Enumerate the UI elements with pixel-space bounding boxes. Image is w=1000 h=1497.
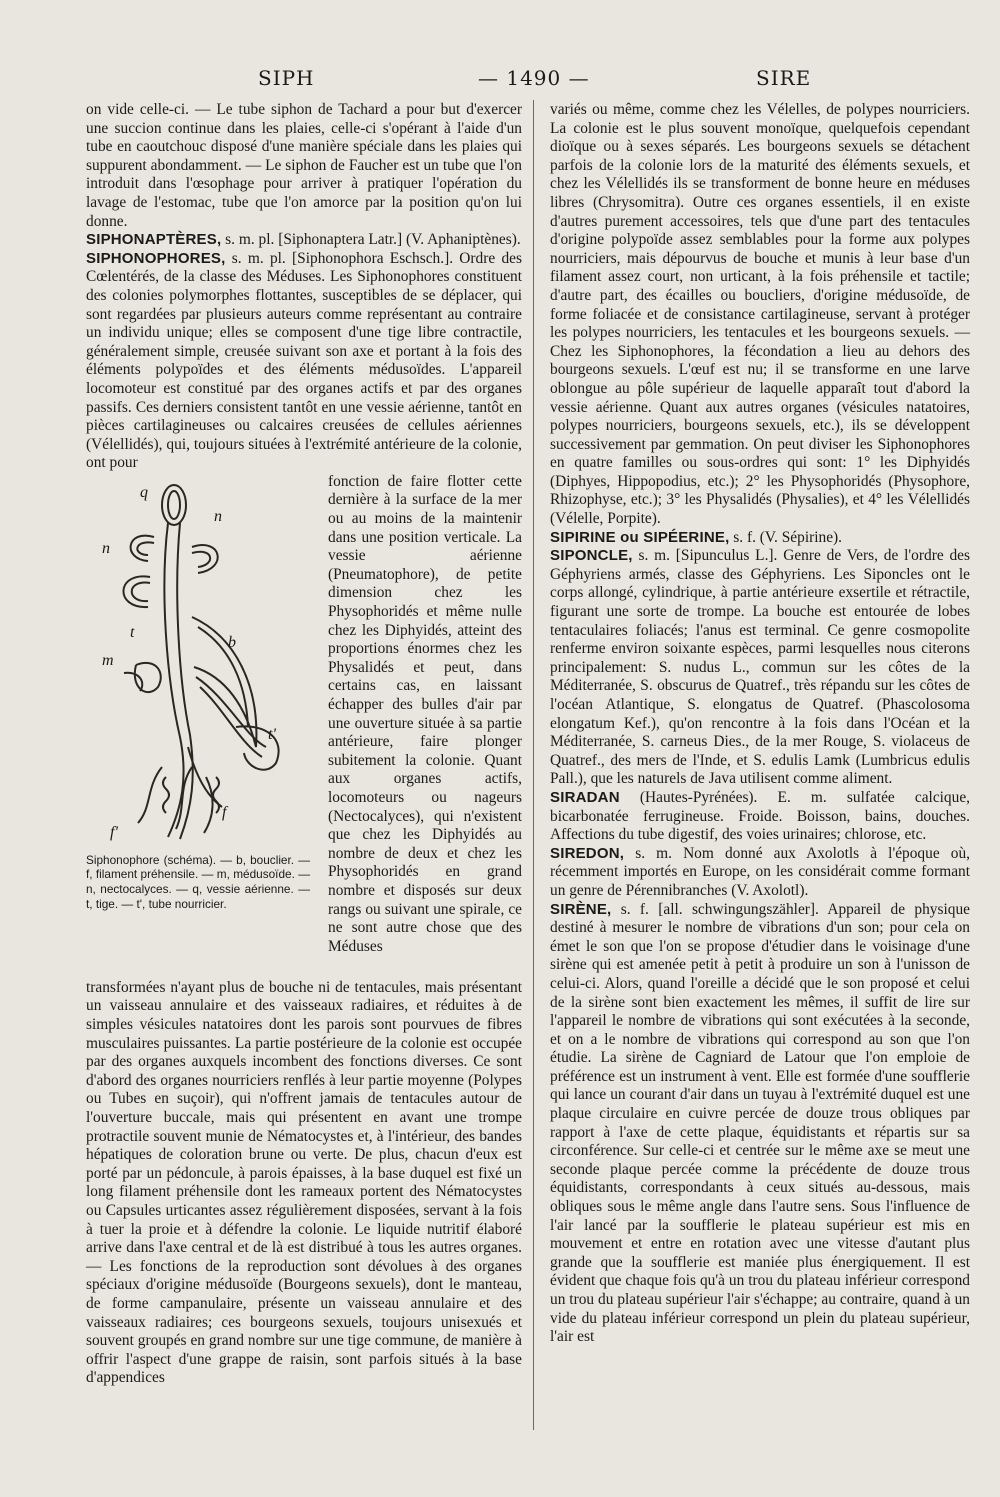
entry-sirene — [550, 901, 970, 1347]
entry-sipirine — [550, 529, 970, 548]
entry-text: s. m. pl. [Siphonaptera Latr.] (V. Aphaniptènes). — [221, 231, 521, 249]
entry-text: s. m. pl. [Siphonophora Eschsch.]. Ordre des Cœlentérés, de la classe des Méduses. Les Siphonophores constituent des colonies polymorphes flottantes, susceptibles de se déplacer, qui sont regardées par plusieurs auteurs comme représentant au contraire un individu unique; elles se composent d'une tige libre contractile, généralement simple, creusée suivant son axe et portant à la fois des éléments polypoïdes et des éléments médusoïdes. L'appareil locomoteur est constitué par des organes actifs et par des organes passifs. Ces derniers consistent tantôt en une vessie aérienne, tantôt en pièces cartilagineuses ou calcaires creusées de cellules aériennes (Vélellidés), qui, toujours situées à l'extrémité antérieure de la colonie, ont pour — [86, 249, 522, 472]
figure-label-t: t — [130, 623, 135, 641]
headword: SIRADAN — [550, 788, 620, 806]
figure-label-f-prime: f' — [110, 823, 118, 841]
figure-caption: Siphonophore (schéma). — b, bouclier. — f, filament préhensile. — m, médusoïde. — n, nectocalyces. — q, vessie aérienne. — t, tige. — t', tube nourricier. — [86, 852, 310, 911]
headword: SIREDON, — [550, 844, 625, 862]
entry-text: s. m. [Sipunculus L.]. Genre de Vers, de l'ordre des Géphyriens armés, classe des Géphyriens. Les Siponcles ont le corps allongé, cylindrique, à partie antérieure exsertile et rétractile, figurant une sorte de trompe. La bouche est entourée de lobes tentaculaires foliacés; l'anus est terminal. Ce genre cosmopolite renferme environ soixante espèces, parmi lesquelles nous citerons principalement: S. nudus L., commun sur les côtes de la Méditerranée, S. obscurus de Quatref., très répandu sur les côtes de l'océan Atlantique, S. elongatus de Quatref. (Phascolosoma elongatum Kef.), qu'on rencontre à la fois dans l'Océan et la Méditerranée, S. carneus Dies., de la mer Rouge, S. violaceus de Quatref., des mers de l'Inde, et S. edulis Lamk (Lumbricus edulis Pall.), que les naturels de Java utilisent comme aliment. — [550, 547, 970, 788]
figure-label-n: n — [214, 507, 222, 525]
figure-label-f: f — [222, 803, 227, 821]
entry-siredon — [550, 845, 970, 901]
figure-label-t-prime: t' — [268, 725, 276, 743]
siphonophores-text-continued: transformées n'ayant plus de bouche ni de tentacules, mais présentant un vaisseau annulaire et des vaisseaux radiaires, et réduites à de simples vésicules natatoires dont les parois sont pourvues de fibres musculaires puissantes. La partie postérieure de la colonie est occupée par des organes auxquels incombent des fonctions diverses. Ce sont d'abord des organes nourriciers renflés à leur partie moyenne (Polypes ou Tubes en suçoir), qui n'offrent jamais de tentacules autour de l'ouverture buccale, mais qui présentent en avant une trompe protractile souvent munie de Nématocystes et, à l'intérieur, des bandes hépatiques de coloration brune ou verte. De plus, chacun d'eux est porté par un pédoncule, à parois épaisses, à la base duquel est fixé un long filament préhensile dont les rameaux portent des Nématocystes ou Capsules urticantes assez régulièrement disposées, servant à la fois à tuer la proie et à défendre la colonie. Le liquide nutritif élaboré arrive dans l'axe central et de là est distribué à tous les autres organes. — Les fonctions de la reproduction sont dévolues à des organes spéciaux d'origine médusoïde (Bourgeons sexuels), dont le manteau, de forme campanulaire, présente un vaisseau annulaire et des vaisseaux radiaires; ces bourgeons sexuels, toujours unisexués et souvent groupés en grand nombre sur une tige commune, de manière à offrir l'aspect d'une grappe de raisin, sont parfois situés à la base d'appendices — [86, 978, 522, 1387]
header-left-word: SIPH — [258, 66, 315, 90]
figure-label-q: q — [140, 483, 148, 501]
entry-siponcle — [550, 547, 970, 789]
entry-siphonophores — [86, 250, 522, 473]
figure-label-b: b — [228, 633, 236, 651]
entry-text: (Hautes-Pyrénées). E. m. sulfatée calcique, bicarbonatée ferrugineuse. Froide. Boisson, bains, douches. Affections du tube digestif, des voies urinaires; chlorose, etc. — [550, 788, 970, 844]
headword: SIRÈNE, — [550, 900, 612, 918]
headword: SIPONCLE, — [550, 547, 633, 565]
entry-text: s. f. [all. schwingungszähler]. Appareil de physique destiné à mesurer le nombre de vibrations d'un son; pour cela on émet le son que l'on se propose d'étudier dans le voisinage d'une sirène qui est amenée petit à petit à produire un son à l'unisson de celui-ci. Alors, quand l'oreille a décidé que le son proposé et celui de la sirène sont bien exactement les mêmes, il suffit de lire sur l'appareil le nombre de vibrations qui sont exécutées à la seconde, et on a le nombre de vibrations qui correspond au son que l'on étudie. La sirène de Cagniard de Latour que l'on emploie de préférence est un instrument à vent. Elle est formée d'une soufflerie qui lance un courant d'air dans un tuyau à l'extrémité duquel est une plaque circulaire en cuivre percée de douze trous obliques par rapport à l'axe de cette plaque, équidistants et répartis sur sa circonférence. Sur celle-ci et centrée sur le même axe se meut une seconde plaque percée comme la précédente de douze trous équidistants, correspondants à ceux situés au-dessous, mais obliques sous le même angle dans l'autre sens. Sous l'influence de l'air lancé par la soufflerie le plateau supérieur est mis en mouvement et entre en rotation avec une vitesse d'autant plus grande que la soufflerie est maniée plus énergiquement. Il est évident que chaque fois qu'à un trou du plateau inférieur correspond un trou du plateau supérieur l'air s'échappe; au contraire, quand à un vide du plateau inférieur correspond un plein du plateau supérieur, l'air est — [550, 900, 970, 1346]
page-number: — 1490 — — [478, 66, 590, 90]
figure-label-n: n — [102, 539, 110, 557]
headword: SIPHONOPHORES, — [86, 249, 226, 267]
figure-label-m: m — [102, 651, 114, 669]
paragraph-siphon-continued: on vide celle-ci. — Le tube siphon de Tachard a pour but d'exercer une succion continue dans les plaies, celle-ci s'opérant à l'aide d'un tube en caoutchouc disposé d'une manière spéciale dans les plaies qui suppurent abondamment. — Le siphon de Faucher est un tube que l'on introduit dans l'œsophage pour arriver à pratiquer l'opération du lavage de l'estomac, tube que l'on amorce par la position qu'on lui donne. — [86, 101, 522, 230]
figure-siphonophore — [86, 473, 320, 979]
siphonophores-text-wrapped: fonction de faire flotter cette dernière à la surface de la mer ou au moins de la maintenir dans une position verticale. La vessie aérienne (Pneumatophore), de petite dimension chez les Physophoridés et même nulle chez les Diphyidés, atteint des proportions énormes chez les Physalidés et peut, dans certains cas, en laissant échapper des bulles d'air par une ouverture située à sa partie antérieure, faire plonger subitement la colonie. Quant aux organes actifs, locomoteurs ou nageurs (Nectocalyces), qui n'existent que chez les Diphyidés au nombre de deux et chez les Physophoridés en grand nombre et disposés sur deux rangs ou suivant une spirale, ce ne sont autre chose que des Méduses — [328, 472, 522, 955]
entry-text: s. f. (V. Sépirine). — [729, 528, 843, 546]
column-rule — [533, 100, 534, 1430]
right-column — [550, 101, 970, 1347]
siphonophore-diagram-icon — [96, 477, 310, 849]
left-column — [86, 101, 522, 1388]
headword: SIPHONAPTÈRES, — [86, 231, 222, 249]
entry-siradan — [550, 789, 970, 845]
entry-text: s. m. Nom donné aux Axolotls à l'époque où, récemment importés en Europe, on les considérait comme formant un genre de Pérennibranches (V. Axolotl). — [550, 844, 970, 899]
header-right-word: SIRE — [756, 66, 812, 90]
entry-siphonapteres — [86, 231, 522, 250]
headword: SIPIRINE ou SIPÉERINE, — [550, 528, 730, 546]
paragraph-siphonophores-continued: variés ou même, comme chez les Vélelles, de polypes nourriciers. La colonie est le plus souvent monoïque, quelquefois cependant dioïque ou à sexes séparés. Les bourgeons sexuels se détachent parfois de la colonie lors de la maturité des éléments sexuels, et chez les Vélellidés ils se transforment de bonne heure en méduses libres (Chrysomitra). Outre ces organes essentiels, il en existe d'autres purement accessoires, tels que d'une part des tentacules d'origine polypoïde assez semblables pour la forme aux polypes nourriciers, mais dépourvus de bouche et munis à leur base d'un filament assez court, non urticant, à la fois préhensile et tactile; d'autre part, des écailles ou boucliers, d'origine médusoïde, de forme foliacée et de consistance cartilagineuse, servant à protéger les polypes nourriciers, les tentacules et les bourgeons sexuels. — Chez les Siphonophores, la fécondation a lieu au dehors des bourgeons sexuels. L'œuf est nu; il se transforme en une larve oblongue au pôle supérieur de laquelle apparaît tout d'abord la vessie aérienne. Quant aux autres organes (vésicules natatoires, polypes nourriciers, bourgeons sexuels, etc.), ils se développent successivement par gemmation. On peut diviser les Siphonophores en quatre familles ou sous-ordres qui sont: 1° les Diphyidés (Diphyes, Hippopodius, etc.); 2° les Physophoridés (Physophore, Rhizophyse, etc.); 3° les Physalidés (Physalies), et 4° les Vélellidés (Vélelle, Porpite). — [550, 101, 970, 528]
running-header — [0, 66, 1000, 94]
